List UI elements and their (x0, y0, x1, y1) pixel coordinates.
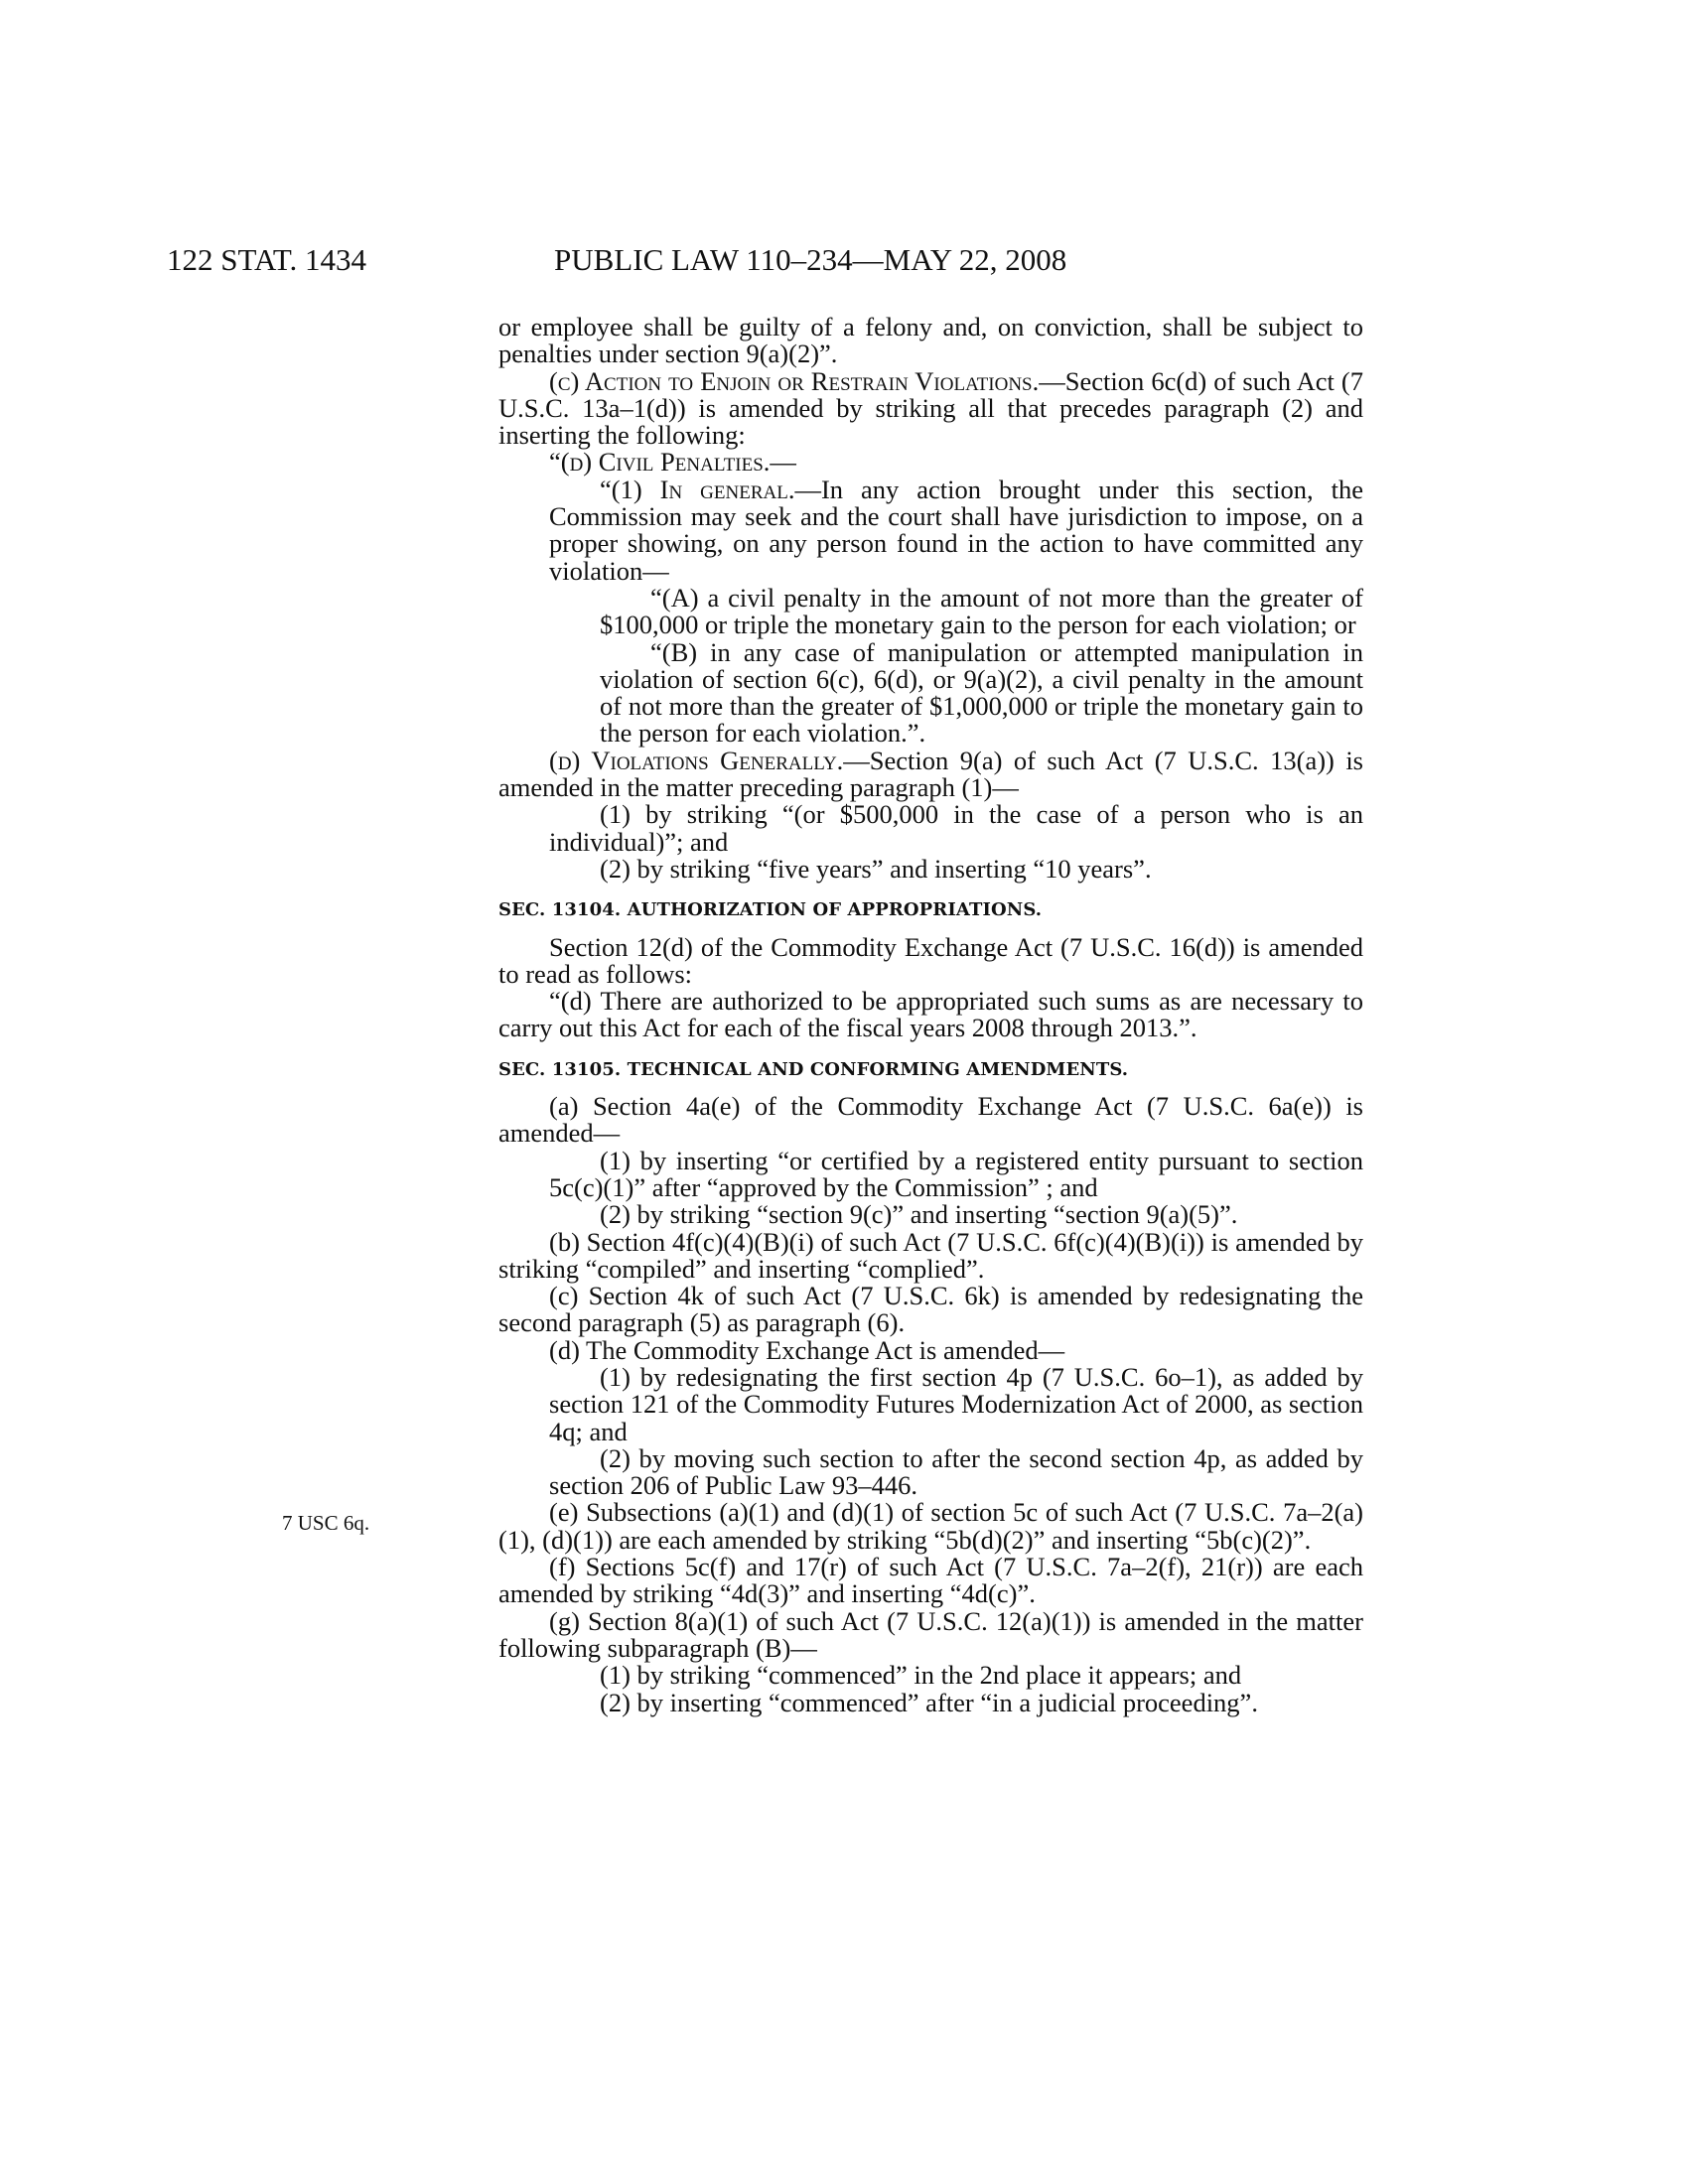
paragraph-d-2: (2) by moving such section to after the second section 4p, as added by section 206 of Public Law 93–446. (549, 1442, 1363, 1501)
subsection-d-violations-generally (498, 745, 1363, 803)
subsection-text: Section 9(a) of such Act (7 U.S.C. 13(a)) is amended in the matter preceding paragraph (1)— (498, 745, 1363, 803)
document-body (498, 314, 1363, 1716)
paragraph-vd-2: (2) by striking “five years” and inserting “10 years”. (600, 853, 1152, 884)
stat-page-number: 122 STAT. 1434 (167, 242, 367, 277)
subparagraph-b: “(B) in any case of manipulation or attempted manipulation in violation of section 6(c), 6(d), or 9(a)(2), a civil penalty in the amount of not more than the greater of $1,000,000 or triple the monetary gain to the person for each violation.”. (600, 636, 1363, 749)
subsection-heading: (d) Violations Generally.— (549, 745, 870, 775)
subsection-c-action-to-enjoin (498, 365, 1363, 451)
paragraph-a-2: (2) by striking “section 9(c)” and inserting “section 9(a)(5)”. (600, 1199, 1238, 1230)
paragraph-1-in-general (498, 474, 1363, 586)
public-law-title: PUBLIC LAW 110–234—MAY 22, 2008 (554, 242, 1067, 277)
subsection-g: (g) Section 8(a)(1) of such Act (7 U.S.C. 12(a)(1)) is amended in the matter following subparagraph (B)— (498, 1605, 1363, 1663)
section-13104-quoted: “(d) There are authorized to be appropriated such sums as are necessary to carry out this Act for each of the fiscal years 2008 through 2013.”. (498, 986, 1363, 1043)
subsection-text: Section 6c(d) of such Act (7 U.S.C. 13a–1(d)) is amended by striking all that precedes paragraph (2) and inserting the following: (498, 365, 1363, 451)
paragraph-continuation: or employee shall be guilty of a felony and, on conviction, shall be subject to penalties under section 9(a)(2)”. (498, 312, 1363, 369)
paragraph-g-1: (1) by striking “commenced” in the 2nd place it appears; and (600, 1660, 1242, 1691)
subsection-a: (a) Section 4a(e) of the Commodity Exchange Act (7 U.S.C. 6a(e)) is amended— (498, 1091, 1363, 1149)
subsection-heading: (c) Action to Enjoin or Restrain Violations.— (549, 365, 1065, 396)
section-13104-text: Section 12(d) of the Commodity Exchange Act (7 U.S.C. 16(d)) is amended to read as follows: (498, 931, 1363, 989)
civil-penalties-heading: “(d) Civil Penalties.— (549, 447, 796, 478)
margin-citation: 7 USC 6q. (282, 1511, 370, 1535)
page-header (167, 242, 1517, 286)
paragraph-d-1: (1) by redesignating the first section 4p (7 U.S.C. 6o–1), as added by section 121 of the Commodity Futures Modernization Act of 2000, as section 4q; and (549, 1361, 1363, 1446)
paragraph-heading: “(1) In general.— (600, 474, 821, 504)
section-13105-heading: SEC. 13105. TECHNICAL AND CONFORMING AMENDMENTS. (498, 1058, 1129, 1080)
paragraph-vd-1: (1) by striking “(or $500,000 in the case of a person who is an individual)”; and (549, 799, 1363, 857)
subsection-b: (b) Section 4f(c)(4)(B)(i) of such Act (7 U.S.C. 6f(c)(4)(B)(i)) is amended by striking “compiled” and inserting “complied”. (498, 1226, 1363, 1284)
paragraph-a-1: (1) by inserting “or certified by a registered entity pursuant to section 5c(c)(1)” after “approved by the Commission” ; and (549, 1145, 1363, 1202)
section-13104-heading: SEC. 13104. AUTHORIZATION OF APPROPRIATIONS. (498, 899, 1043, 921)
subsection-c: (c) Section 4k of such Act (7 U.S.C. 6k) is amended by redesignating the second paragraph (5) as paragraph (6). (498, 1281, 1363, 1338)
subsection-e: (e) Subsections (a)(1) and (d)(1) of section 5c of such Act (7 U.S.C. 7a–2(a)(1), (d)(1)) are each amended by striking “5b(d)(2)” and inserting “5b(c)(2)”. (498, 1497, 1363, 1555)
paragraph-text: In any action brought under this section, the Commission may seek and the court shall have jurisdiction to impose, on a proper showing, on any person found in the action to have committed any violation— (549, 474, 1363, 586)
subsection-f: (f) Sections 5c(f) and 17(r) of such Act (7 U.S.C. 7a–2(f), 21(r)) are each amended by striking “4d(3)” and inserting “4d(c)”. (498, 1552, 1363, 1609)
paragraph-g-2: (2) by inserting “commenced” after “in a judicial proceeding”. (600, 1687, 1258, 1717)
subparagraph-a: “(A) a civil penalty in the amount of not more than the greater of $100,000 or triple the monetary gain to the person for each violation; or (600, 582, 1363, 640)
subsection-d: (d) The Commodity Exchange Act is amended— (549, 1334, 1065, 1365)
